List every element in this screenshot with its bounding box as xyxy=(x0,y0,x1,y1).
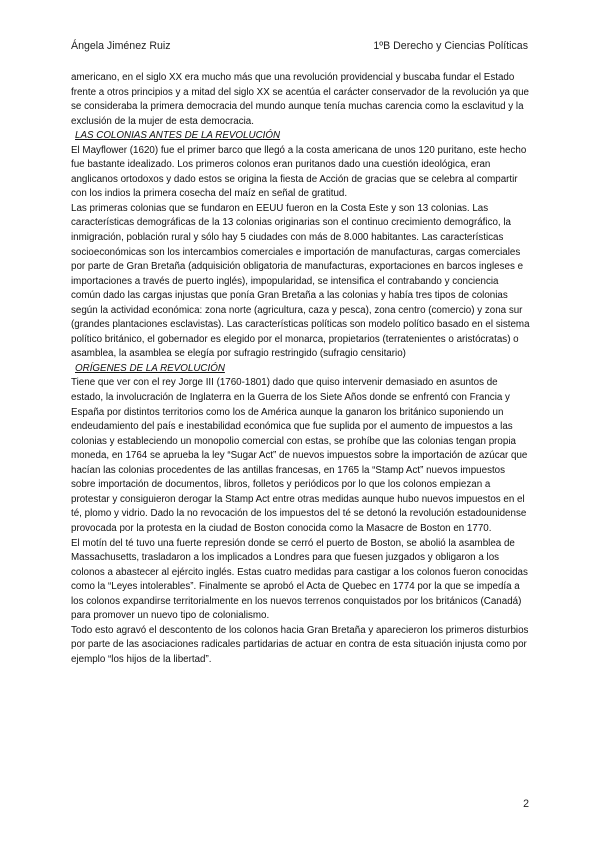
section-heading-colonias: LAS COLONIAS ANTES DE LA REVOLUCIÓN xyxy=(75,130,281,142)
page-number: 2 xyxy=(523,798,529,810)
paragraph-mayflower: El Mayflower (1620) fue el primer barco que llegó a la costa americana de unos 120 puritano, este hecho fue bastante idealizado. Los primeros colonos eran puritanos dado una cuestión ideológica, eran anglicanos ortodoxos y dado estos se origina la fiesta de Acción de gracias que se celebra al compartir con los indios la primera cosecha del maíz en señal de gratitud. xyxy=(71,144,527,200)
paragraph-primeras-colonias: Las primeras colonias que se fundaron en EEUU fueron en la Costa Este y son 13 colonias. Las características demográficas de la 13 colonias originarias son el continuo crecimiento demográfico, la inmigración, población rural y sólo hay 5 ciudades con más de 8.000 habitantes. Las características socioeconómicas son los intercambios comerciales e importación de manufacturas, cargas comerciales por parte de Gran Bretaña (adquisición obligatoria de manufacturas, exportaciones en barcos ingleses e importaciones a través de puerto inglés), impopularidad, se intensifica el contrabando y conciencia común dado las cargas injustas que ponía Gran Bretaña a las colonias y había tres tipos de colonias según la actividad económica: zona norte (agricultura, caza y pesca), zona centro (comercio) y zona sur (grandes plantaciones esclavistas). Las características políticas son modelo político basado en el sistema político británico, el gobernador es elegido por el monarca, propietarios (terratenientes o aristócratas) o asamblea, la asamblea se elegía por sufragio restringido (sufragio censitario) xyxy=(71,202,530,360)
paragraph-motin-te: El motín del té tuvo una fuerte represión donde se cerró el puerto de Boston, se abolió la asamblea de Massachusetts, trasladaron a los implicados a Londres para que fuesen juzgados y obligaron a los colonos a abastecer al ejército inglés. Estas cuatro medidas para castigar a los colonos fueron conocidas como la “Leyes intolerables”. Finalmente se aprobó el Acta de Quebec en 1774 por la que se impedía a los colonos expandirse territorialmente en los nuevos terrenos conquistados por los británicos (Canadá) para promover un nuevo tipo de colonialismo. xyxy=(71,537,528,622)
paragraph-jorge-iii: Tiene que ver con el rey Jorge III (1760-1801) dado que quiso intervenir demasiado en asuntos de estado, la involucración de Inglaterra en la Guerra de los Siete Años donde se enfrentó con Francia y España por distintos territorios como los de América aunque la ganaron los británico suponiendo un endeudamiento del país e inestabilidad económica que fue suplida por el aumento de impuestos a las colonias y estableciendo un monopolio comercial con estas, se prohíbe que las colonias tengan propia moneda, en 1764 se aprueba la ley “Sugar Act” de nuevos impuestos sobre la importación de azúcar que hacían las colonias procedentes de las antillas francesas, en 1765 la “Stamp Act” nuevos impuestos sobre importación de documentos, libros, folletos y periódicos por lo que los colonos empiezan a protestar y consiguieron derogar la Stamp Act entre otras medidas aunque hubo nuevos impuestos en el té, plomo y vidrio. Dado la no revocación de los impuestos del té se detonó la revolución estadounidense provocada por la protesta en la ciudad de Boston conocida como la Masacre de Boston en 1770. xyxy=(71,377,528,534)
paragraph-intro: americano, en el siglo XX era mucho más que una revolución providencial y buscaba fundar el Estado frente a otros principios y a mitad del siglo XX se acentúa el carácter conservador de la revolución ya que se consideraba la primera democracia del mundo aunque tenía muchas carencia como la esclavitud y la exclusión de la mujer de esta democracia. xyxy=(71,72,529,127)
header-author: Ángela Jiménez Ruiz xyxy=(71,40,171,52)
section-heading-origenes: ORÍGENES DE LA REVOLUCIÓN xyxy=(75,362,225,374)
document-body xyxy=(71,71,530,667)
paragraph-descontento: Todo esto agravó el descontento de los colonos hacia Gran Bretaña y aparecieron los primeros disturbios por parte de las asociaciones radicales partidarias de actuar en contra de esta situación injusta como por ejemplo “los hijos de la libertad”. xyxy=(71,624,529,665)
header-course: 1ºB Derecho y Ciencias Políticas xyxy=(373,40,528,52)
